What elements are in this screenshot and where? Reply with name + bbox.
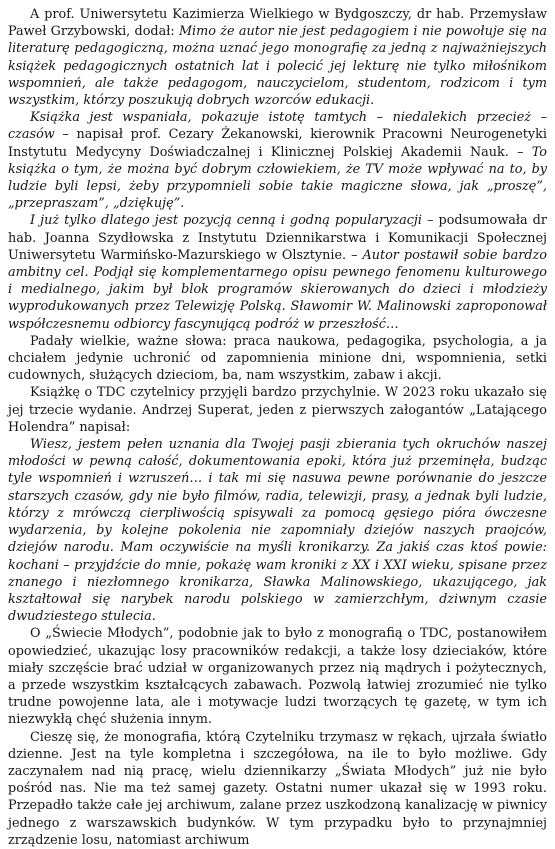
paragraph-zekanowski-quote xyxy=(8,109,547,212)
text-run: A prof. Uniwersytetu Kazimierza Wielkiego w Bydgoszczy, dr hab. Przemysław Paweł Grzybowski, dodał: xyxy=(8,7,547,40)
text-run: Padały wielkie, ważne słowa: praca naukowa, pedagogika, psychologia, a ja chciałem jedynie uchronić od zapomnienia minione dni, wspomnienia, setki cudownych, służących dzieciom, ba, nam wszystkim, zabaw i akcji. xyxy=(8,333,547,384)
text-run: – podsumowała dr hab. Joanna Szydłowska z Instytutu Dziennikarstwa i Komunikacji Społecznej Uniwersytetu Warmińsko-Mazurskiego w Olsztynie. – xyxy=(8,213,547,263)
text-run: Książkę o TDC czytelnicy przyjęli bardzo przychylnie. W 2023 roku ukazało się jej trzecie wydanie. Andrzej Superat, jeden z pierwszych załogantów „Latającego Holendra” napisał: xyxy=(8,385,547,435)
paragraph-swiat-mlodych xyxy=(8,625,547,728)
text-run-italic: Mimo że autor nie jest pedagogiem i nie powołuje się na literaturę pedagogiczną, można uznać jego monografię za jedną z najważniejszych książek pedagogicznych ostatnich lat i polecić jej lekturę nie tylko miłośnikom wspomnień, ale także pedagogom, nauczycielom, studentom, rodzicom i tym wszystkim, którzy poszukują dobrych wzorców edukacji. xyxy=(8,24,547,109)
paragraph-szydlowska-quote xyxy=(8,212,547,332)
paragraph-grzybowski-quote xyxy=(8,6,547,109)
paragraph-monograph xyxy=(8,729,547,849)
text-run-italic: Autor postawił sobie bardzo ambitny cel. Podjął się komplementarnego opisu pewnego fenomenu kulturowego i medialnego, jakim był blok programów skierowanych do dzieci i młodzieży wyprodukowanych przez Telewizję Polską. Sławomir W. Malinowski zaproponował współczesnemu odbiorcy fascynującą podróż w przeszłość… xyxy=(8,247,547,332)
text-run: Cieszę się, że monografia, którą Czytelniku trzymasz w rękach, ujrzała światło dzienne. Jest na tyle kompletna i szczegółowa, na ile to było możliwe. Gdy zaczynałem nad nią pracę, wielu dziennikarzy „Świata Młodych” już nie było pośród nas. Nie ma też samej gazety. Ostatni numer ukazał się w 1993 roku. Przepadło także całe jej archiwum, zalane przez uszkodzoną kanalizację w piwnicy jednego z warszawskich budynków. W tym przypadku było to przynajmniej zrządzenie losu, natomiast archiwum xyxy=(8,729,547,848)
text-run-italic: To książka o tym, że można być dobrym człowiekiem, że TV może wpływać na to, by ludzie byli lepsi, żeby przypomnieli sobie takie magiczne słowa, jak „proszę”, „przepraszam”, „dziękuję”. xyxy=(8,144,547,212)
paragraph-third-edition xyxy=(8,384,547,436)
text-run: O „Świecie Młodych”, podobnie jak to było z monografią o TDC, postanowiłem opowiedzieć, ukazując losy pracowników redakcji, a także losy dzieciaków, które miały szczęście brać udział w organizowanych przez nią mądrych i pożytecznych, a przede wszystkim kształcących zabawach. Pozwolą łatwiej zrozumieć nie tylko trudne powojenne lata, ale i motywacje ludzi tworzących tę gazetę, w tym ich niezwykłą chęć służenia innym. xyxy=(8,626,547,728)
paragraph-superat-letter xyxy=(8,436,547,625)
paragraph-big-words xyxy=(8,333,547,385)
text-run-italic: Wiesz, jestem pełen uznania dla Twojej pasji zbierania tych okruchów naszej młodości w pewną całość, dokumentowania epoki, która już przeminęła, budząc tyle wspomnień i wzruszeń… i tak mi się nasuwa pewne porównanie do jeszcze starszych czasów, gdy nie było filmów, radia, telewizji, prasy, a jednak byli ludzie, którzy z mrówczą cierpliwością spisywali za pomocą gęsiego pióra ówczesne wydarzenia, by kolejne pokolenia nie zapomniały dziejów naszych praojców, dziejów narodu. Mam oczywiście na myśli kronikarzy. Za jakiś czas ktoś powie: kochani – przyjdźcie do mnie, pokażę wam kroniki z XX i XXI wieku, spisane przez znanego i niezłomnego kronikarza, Sławka Malinowskiego, ukazującego, jak kształtował się narybek narodu polskiego w zamierzchłym, dziwnym czasie dwudziestego stulecia. xyxy=(8,437,547,625)
text-run: – napisał prof. Cezary Żekanowski, kierownik Pracowni Neurogenetyki Instytutu Medycyny Doświadczalnej i Klinicznej Polskiej Akademii Nauk. – xyxy=(8,127,547,160)
text-run-italic: Książka jest wspaniała, pokazuje istotę tamtych – niedalekich przecież – czasów xyxy=(8,110,547,143)
text-run-italic: I już tylko dlatego jest pozycją cenną i godną popularyzacji xyxy=(30,213,422,229)
